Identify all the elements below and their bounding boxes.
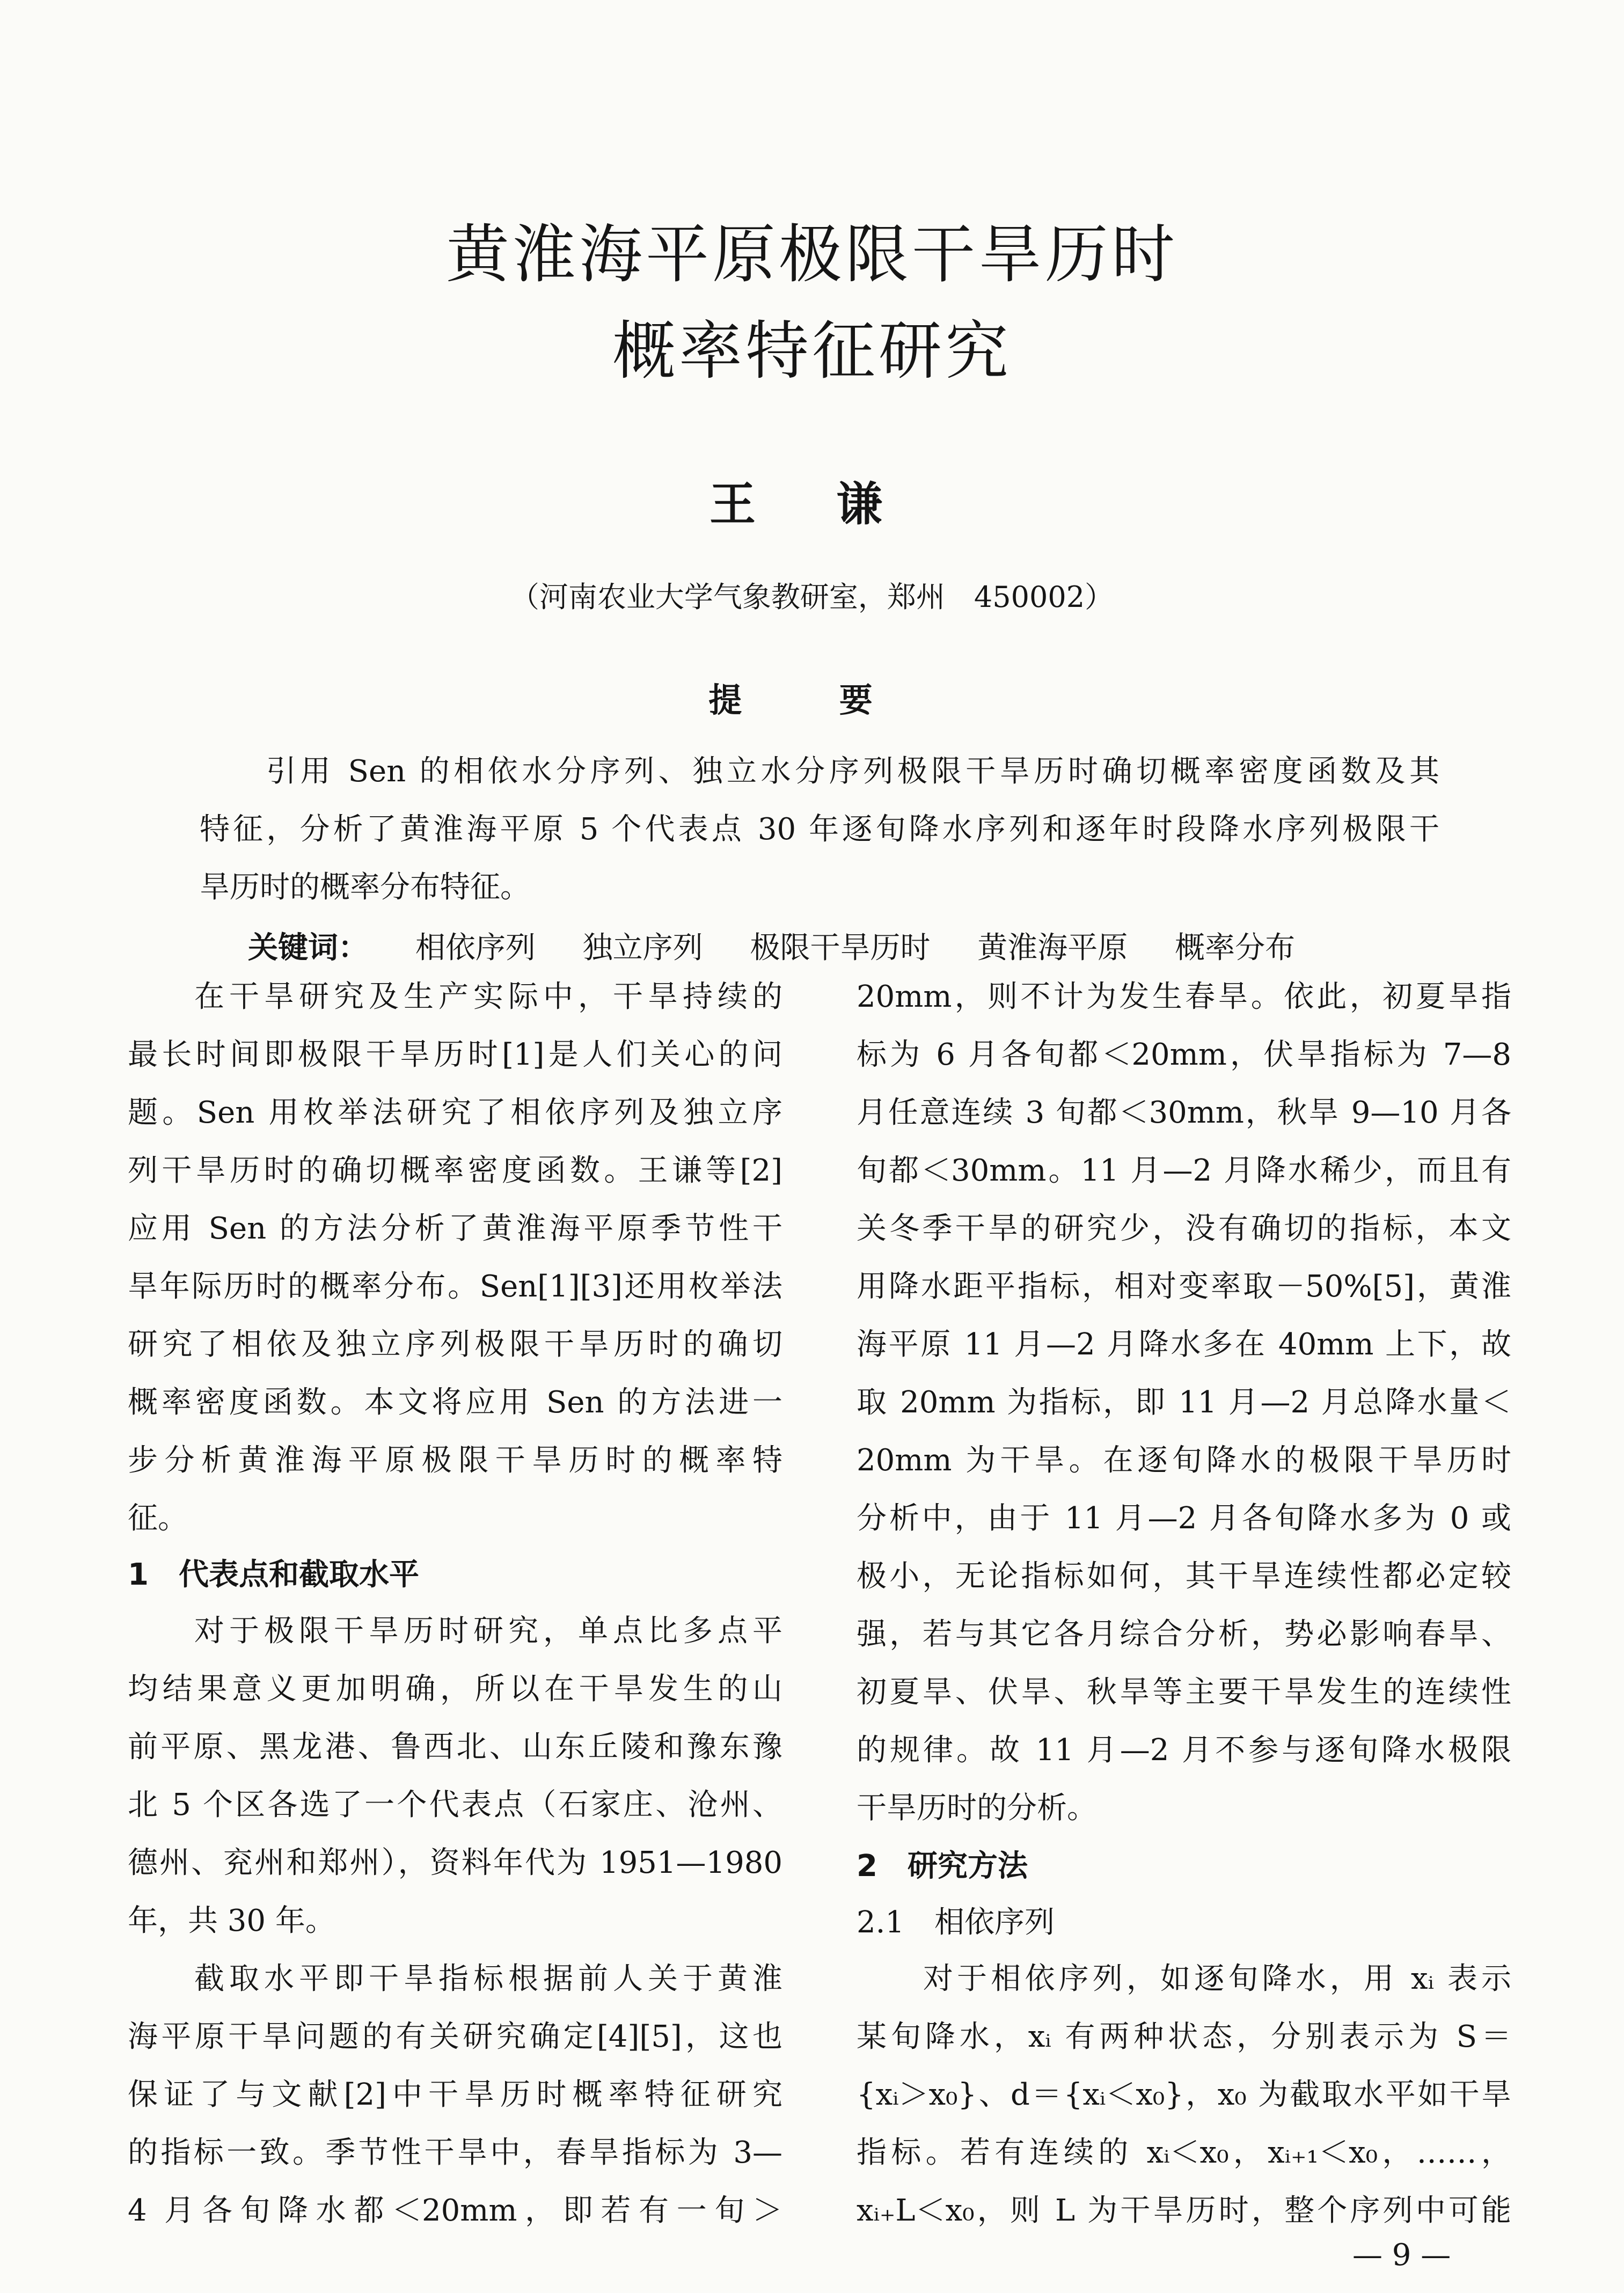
body-text-line: 某旬降水，xᵢ 有两种状态，分别表示为 S＝ — [857, 2019, 1512, 2054]
body-text-line: 北 5 个区各选了一个代表点（石家庄、沧州、 — [128, 1787, 782, 1822]
body-text-line: 概率密度函数。本文将应用 Sen 的方法进一 — [128, 1385, 782, 1420]
abstract-line: 旱历时的概率分布特征。 — [200, 870, 530, 905]
body-text-line: 取 20mm 为指标，即 11 月—2 月总降水量＜ — [857, 1385, 1511, 1420]
keyword: 概率分布 — [1175, 931, 1296, 965]
body-text-line: 海平原干旱问题的有关研究确定[4][5]，这也 — [128, 2019, 782, 2054]
keywords-label: 关键词： — [248, 930, 368, 965]
body-text-line: 列干旱历时的确切概率密度函数。王谦等[2] — [128, 1153, 782, 1188]
body-text-line: 强，若与其它各月综合分析，势必影响春旱、 — [857, 1617, 1511, 1652]
body-text-line: 应用 Sen 的方法分析了黄淮海平原季节性干 — [128, 1211, 782, 1246]
body-text-line: 最长时间即极限干旱历时[1]是人们关心的问 — [128, 1037, 782, 1072]
body-text-line: 指标。若有连续的 xᵢ＜x₀，xᵢ₊₁＜x₀，……， — [857, 2135, 1511, 2170]
abstract-line: 引用 Sen 的相依水分序列、独立水分序列极限干旱历时确切概率密度函数及其 — [266, 754, 1439, 789]
body-text-line: 截取水平即干旱指标根据前人关于黄淮 — [194, 1961, 782, 1996]
body-text-line: 20mm 为干旱。在逐旬降水的极限干旱历时 — [857, 1443, 1511, 1478]
body-text-line: xᵢ₊L＜x₀，则 L 为干旱历时，整个序列中可能 — [857, 2193, 1511, 2228]
body-text-line: 均结果意义更加明确，所以在干旱发生的山 — [128, 1672, 782, 1706]
body-text-line: 前平原、黑龙港、鲁西北、山东丘陵和豫东豫 — [128, 1730, 782, 1764]
paper-title-line-1: 黄淮海平原极限干旱历时 — [445, 217, 1178, 291]
body-text-line: 海平原 11 月—2 月降水多在 40mm 上下，故 — [857, 1327, 1511, 1362]
author-affiliation: （河南农业大学气象教研室，郑州 450002） — [510, 580, 1114, 614]
author-name: 王 谦 — [709, 477, 915, 531]
body-text-line: 初夏旱、伏旱、秋旱等主要干旱发生的连续性 — [857, 1675, 1511, 1710]
body-text-line: 4 月各旬降水都＜20mm，即若有一旬＞ — [128, 2193, 782, 2228]
body-text-line: 德州、兖州和郑州），资料年代为 1951—1980 — [128, 1845, 782, 1880]
body-text-line: 极小，无论指标如何，其干旱连续性都必定较 — [857, 1559, 1511, 1594]
body-text-line: 用降水距平指标，相对变率取－50%[5]，黄淮 — [857, 1269, 1511, 1304]
section-heading: 2 研究方法 — [857, 1849, 1028, 1884]
body-text-line: 保证了与文献[2]中干旱历时概率特征研究 — [128, 2077, 782, 2112]
abstract-line: 特征，分析了黄淮海平原 5 个代表点 30 年逐旬降水序列和逐年时段降水序列极限干 — [200, 812, 1439, 847]
body-text-line: 年，共 30 年。 — [128, 1903, 335, 1938]
body-text-line: 20mm，则不计为发生春旱。依此，初夏旱指 — [857, 979, 1511, 1014]
paper-title-line-2: 概率特征研究 — [612, 314, 1012, 388]
body-text-line: 题。Sen 用枚举法研究了相依序列及独立序 — [128, 1095, 782, 1130]
body-text-line: 分析中，由于 11 月—2 月各旬降水多为 0 或 — [857, 1501, 1511, 1536]
body-text-line: 标为 6 月各旬都＜20mm，伏旱指标为 7—8 — [857, 1037, 1511, 1072]
abstract-heading: 提 要 — [708, 680, 916, 720]
body-text-line: 的指标一致。季节性干旱中，春旱指标为 3— — [128, 2135, 782, 2170]
body-text-line: 关冬季干旱的研究少，没有确切的指标，本文 — [857, 1211, 1511, 1246]
body-text-line: {xᵢ＞x₀}、d＝{xᵢ＜x₀}，x₀ 为截取水平如干旱 — [857, 2077, 1511, 2112]
body-text-line: 的规律。故 11 月—2 月不参与逐旬降水极限 — [857, 1733, 1511, 1768]
keyword: 黄淮海平原 — [977, 931, 1128, 965]
page-number: — 9 — — [1352, 2238, 1451, 2273]
body-text-line: 对于极限干旱历时研究，单点比多点平 — [194, 1614, 782, 1649]
body-text-line: 旬都＜30mm。11 月—2 月降水稀少，而且有 — [857, 1153, 1511, 1188]
keywords-row — [248, 924, 1295, 967]
body-text-line: 干旱历时的分析。 — [857, 1791, 1097, 1826]
body-text-line: 征。 — [128, 1501, 188, 1536]
keyword: 极限干旱历时 — [750, 931, 931, 965]
body-text-line: 对于相依序列，如逐旬降水，用 xᵢ 表示 — [923, 1961, 1511, 1996]
body-text-line: 步分析黄淮海平原极限干旱历时的概率特 — [128, 1443, 782, 1478]
body-text-line: 月任意连续 3 旬都＜30mm，秋旱 9—10 月各 — [857, 1095, 1511, 1130]
subsection-heading: 2.1 相依序列 — [857, 1905, 1055, 1940]
body-text-line: 旱年际历时的概率分布。Sen[1][3]还用枚举法 — [128, 1269, 782, 1304]
body-text-line: 研究了相依及独立序列极限干旱历时的确切 — [128, 1327, 782, 1362]
section-heading: 1 代表点和截取水平 — [128, 1557, 419, 1592]
body-text-line: 在干旱研究及生产实际中，干旱持续的 — [194, 979, 782, 1014]
keyword: 独立序列 — [582, 931, 703, 965]
keyword: 相依序列 — [415, 931, 536, 965]
